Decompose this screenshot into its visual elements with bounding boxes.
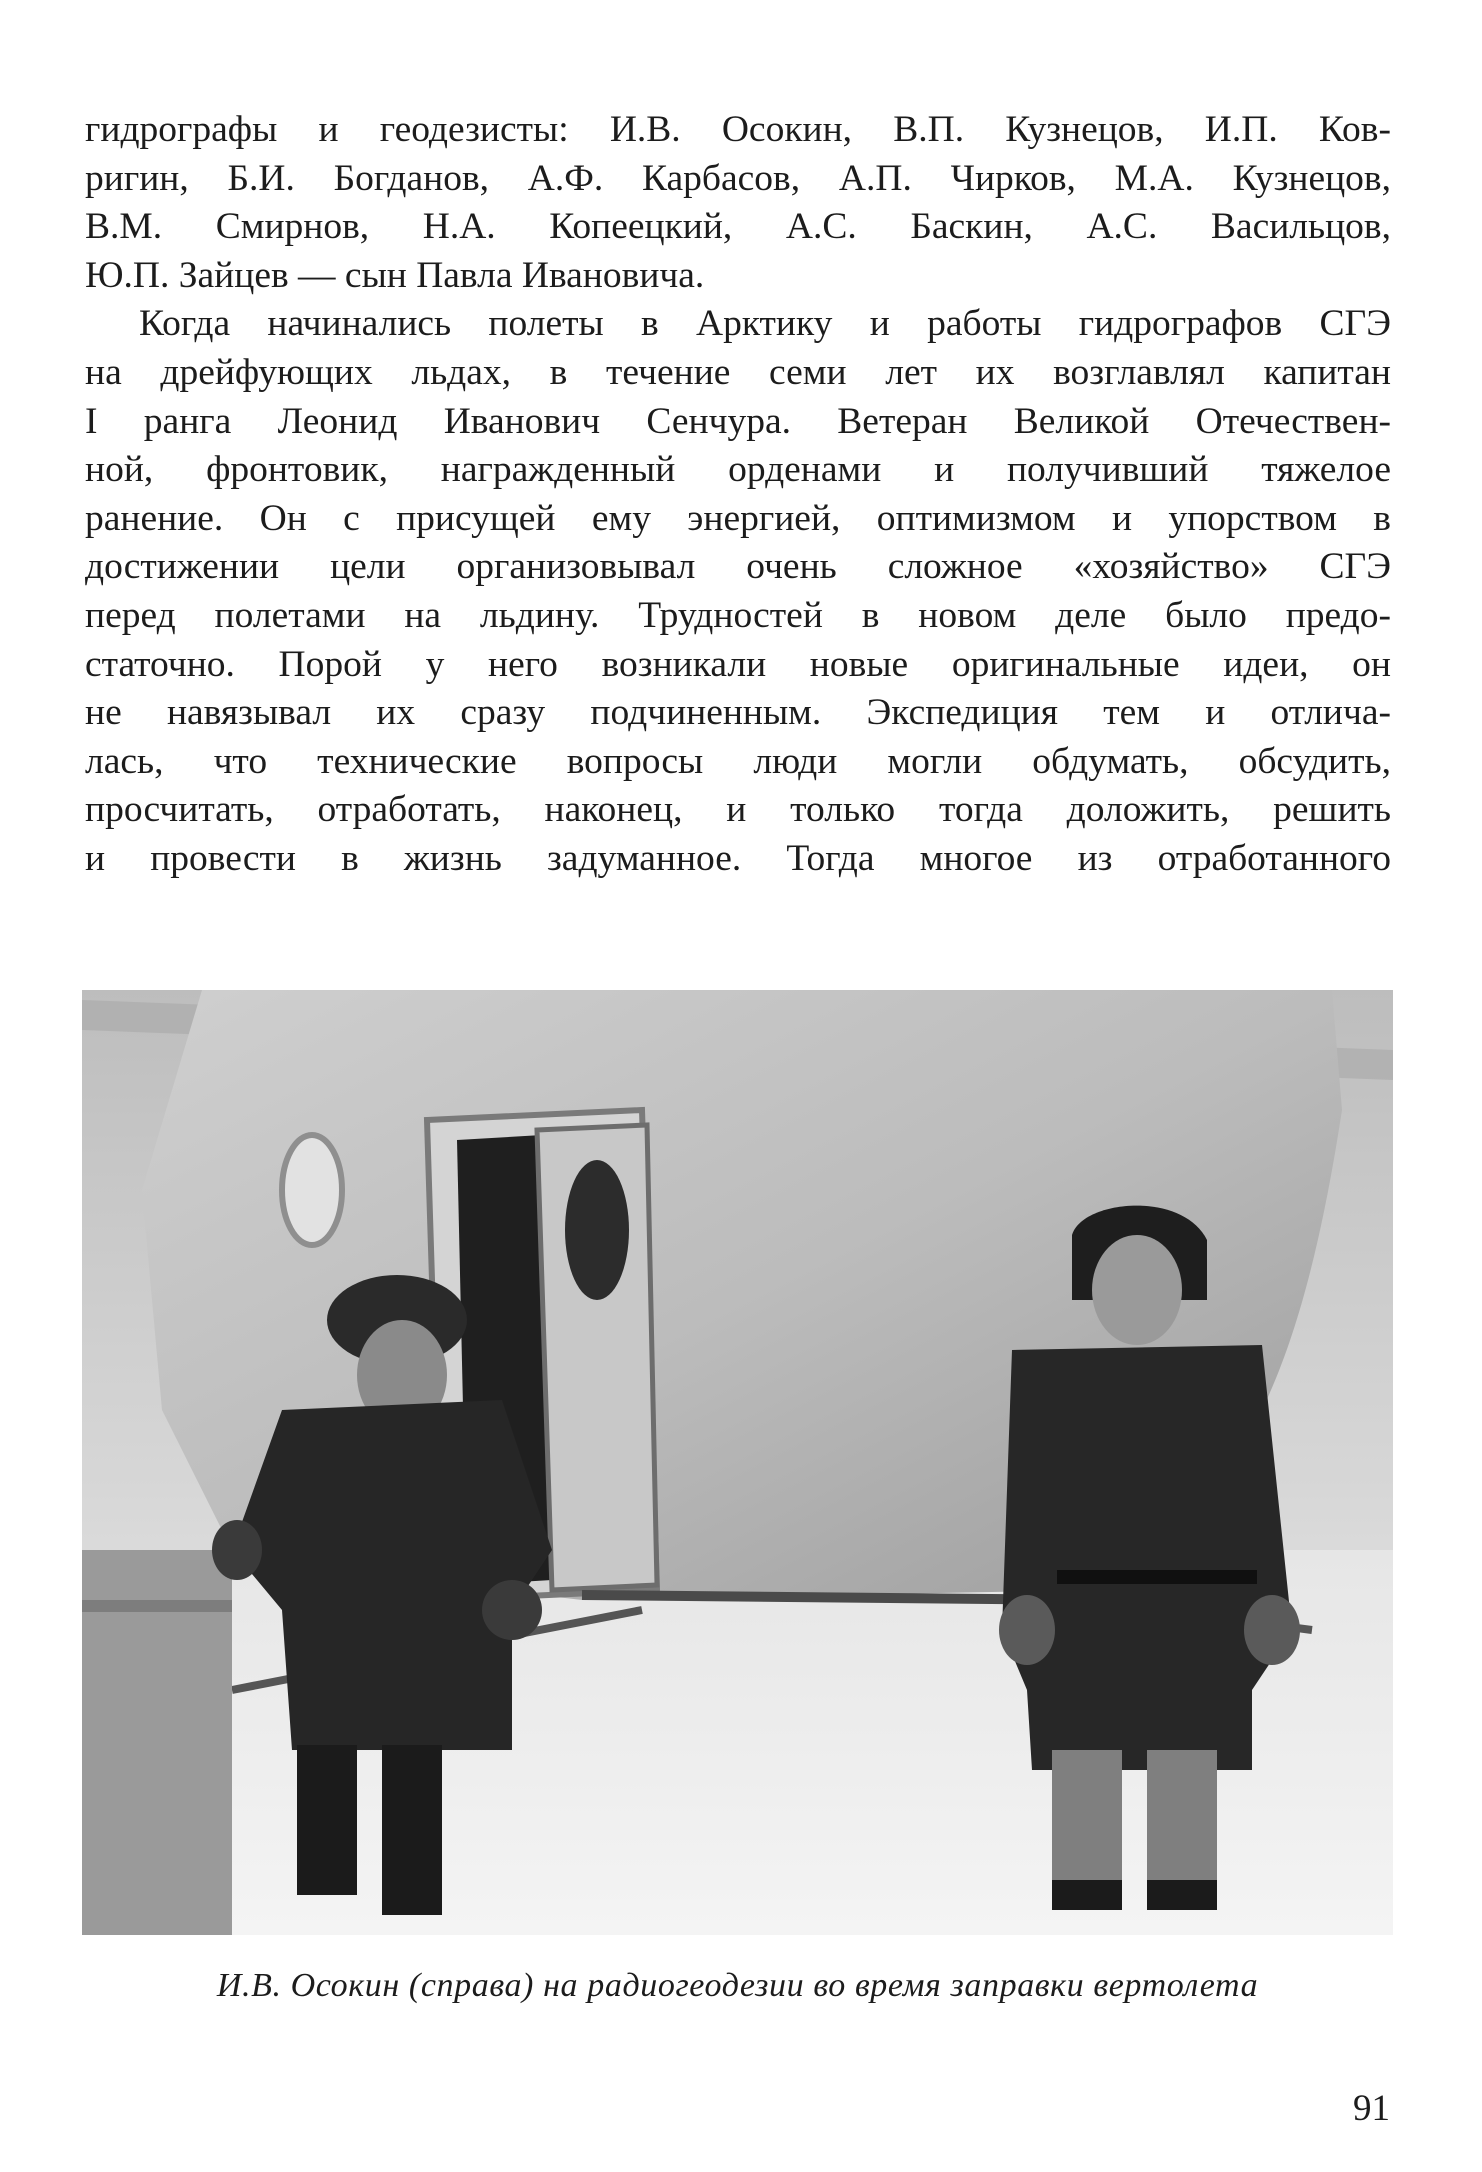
text-line: статочно. Порой у него возникали новые оригинальные идеи, он	[85, 643, 1391, 685]
body-text	[85, 106, 1391, 884]
text-line: гидрографы и геодезисты: И.В. Осокин, В.П. Кузнецов, И.П. Ков-	[85, 109, 1391, 150]
text-line: просчитать, отработать, наконец, и только тогда доложить, решить	[85, 789, 1391, 831]
text-line: достижении цели организовывал очень сложное «хозяйство» СГЭ	[85, 546, 1391, 588]
photo-illustration	[82, 990, 1393, 1935]
page-number: 91	[1353, 2088, 1390, 2129]
text-line: на дрейфующих льдах, в течение семи лет их возглавлял капитан	[85, 351, 1391, 393]
text-line: и провести в жизнь задуманное. Тогда многое из отработанного	[85, 837, 1391, 879]
text-line: Когда начинались полеты в Арктику и работы гидрографов СГЭ	[139, 303, 1391, 345]
text-line: перед полетами на льдину. Трудностей в новом деле было предо-	[85, 594, 1391, 636]
photo-caption: И.В. Осокин (справа) на радиогеодезии во время заправки вертолета	[216, 1967, 1259, 2004]
photograph	[82, 990, 1393, 1935]
text-line: В.М. Смирнов, Н.А. Копеецкий, А.С. Баскин, А.С. Васильцов,	[85, 206, 1391, 248]
text-line: лась, что технические вопросы люди могли обдумать, обсудить,	[85, 740, 1391, 782]
text-line: I ранга Леонид Иванович Сенчура. Ветеран Великой Отечествен-	[85, 400, 1391, 442]
text-line: ригин, Б.И. Богданов, А.Ф. Карбасов, А.П. Чирков, М.А. Кузнецов,	[85, 157, 1391, 199]
text-line: ной, фронтовик, награжденный орденами и получивший тяжелое	[85, 449, 1391, 491]
text-line: не навязывал их сразу подчиненным. Экспедиция тем и отлича-	[85, 692, 1391, 734]
text-line: ранение. Он с присущей ему энергией, оптимизмом и упорством в	[85, 497, 1391, 539]
text-line: Ю.П. Зайцев — сын Павла Ивановича.	[85, 254, 705, 296]
